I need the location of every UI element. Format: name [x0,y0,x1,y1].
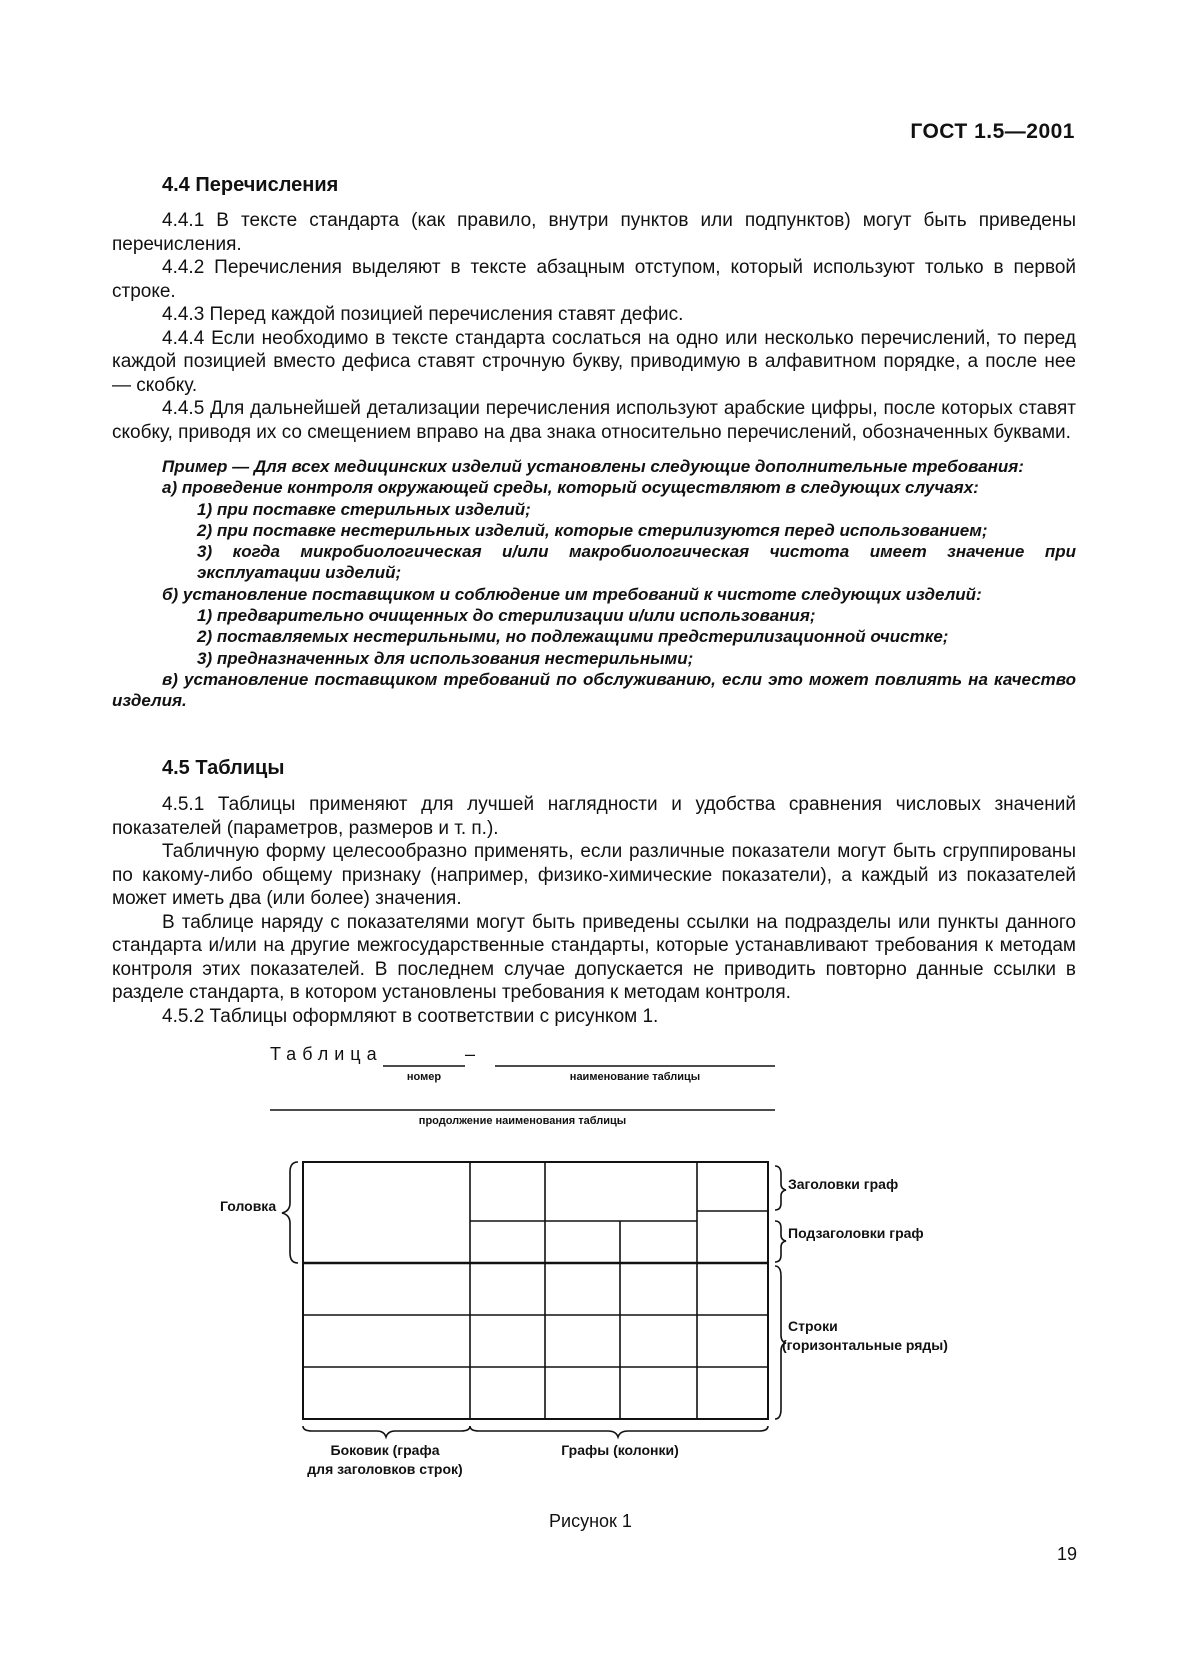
document-designation: ГОСТ 1.5—2001 [910,120,1075,143]
paragraph-4-4-5: 4.4.5 Для дальнейшей детализации перечисления используют арабские цифры, после которых ставят скобку, приводя их со смещением вправо на два знака относительно перечислений, обозначенных буквами. [112,398,1076,443]
example-item-b-2: 2) поставляемых нестерильными, но подлежащими предстерилизационной очистке; [197,627,949,647]
figure-rows-label: Строки [788,1318,838,1334]
figure-columns-label: Графы (колонки) [561,1442,679,1458]
rows-brace [775,1266,786,1419]
paragraph-4-4-1: 4.4.1 В тексте стандарта (как правило, внутри пунктов или подпунктов) могут быть приведены перечисления. [112,210,1076,255]
example-item-b-1: 1) предварительно очищенных до стерилизации и/или использования; [197,606,816,626]
figure-continuation-label: продолжение наименования таблицы [418,1115,627,1127]
figure-column-subheaders-label: Подзаголовки граф [788,1225,924,1241]
figure-dash: – [465,1044,476,1064]
paragraph-4-4-3: 4.4.3 Перед каждой позицией перечисления ставят дефис. [162,304,684,325]
figure-stub-label: Боковик (графа [330,1442,440,1458]
figure-head-label: Головка [220,1198,277,1214]
figure-column-headers-label: Заголовки граф [788,1176,899,1192]
figure-name-label: наименование таблицы [569,1071,701,1083]
paragraph-table-references: В таблице наряду с показателями могут быть приведены ссылки на подразделы или пункты данного стандарта и/или на другие межгосударственные стандарты, которые устанавливают требования к методам контроля этих показателей. В последнем случае допускается не приводить повторно данные ссылки в разделе стандарта, в котором установлены требования к методам контроля. [112,911,1076,1003]
head-brace [282,1162,298,1263]
example-item-b: б) установление поставщиком и соблюдение им требований к чистоте следующих изделий: [162,584,982,604]
example-item-a-2: 2) при поставке нестерильных изделий, которые стерилизуются перед использованием; [197,520,988,540]
example-item-a: а) проведение контроля окружающей среды, который осуществляют в следующих случаях: [162,478,979,498]
columns-brace [470,1426,768,1437]
column-headers-brace [775,1166,786,1210]
example-item-a-1: 1) при поставке стерильных изделий; [197,499,531,519]
stub-brace [303,1426,470,1437]
section-heading-4-5: 4.5 Таблицы [162,757,285,779]
paragraph-4-5-1: 4.5.1 Таблицы применяют для лучшей наглядности и удобства сравнения числовых значений показателей (параметров, размеров и т. п.). [112,794,1076,839]
subheaders-brace [775,1221,786,1262]
example-item-b-3: 3) предназначенных для использования нестерильными; [197,648,694,668]
example-item-a-3: 3) когда микробиологическая и/или макробиологическая чистота имеет значение при эксплуатации изделий; [197,542,1076,583]
figure-table-word: Таблица [270,1044,383,1064]
example-intro: Пример — Для всех медицинских изделий установлены следующие дополнительные требования: [162,457,1024,476]
figure-number-label: номер [406,1071,442,1083]
section-heading-4-4: 4.4 Перечисления [162,174,339,196]
paragraph-4-4-4: 4.4.4 Если необходимо в тексте стандарта сослаться на одно или несколько перечислений, то перед каждой позицией вместо дефиса ставят строчную букву, приводимую в алфавитном порядке, а после нее — скобку. [112,327,1076,396]
table-outline [303,1162,768,1419]
figure-stub-sublabel: для заголовков строк) [307,1461,463,1477]
paragraph-table-form: Табличную форму целесообразно применять, если различные показатели могут быть сгруппированы по какому-либо общему признаку (например, физико-химические показатели), а каждый из показателей может иметь два (или более) значения. [112,841,1076,909]
paragraph-4-5-2: 4.5.2 Таблицы оформляют в соответствии с рисунком 1. [162,1005,659,1027]
page-number: 19 [1056,1544,1077,1564]
paragraph-4-4-2: 4.4.2 Перечисления выделяют в тексте абзацным отступом, который используют только в первой строке. [112,257,1076,302]
example-item-c: в) установление поставщиком требований по обслуживанию, если это может повлиять на качество изделия. [112,669,1076,711]
figure-rows-sublabel: (горизонтальные ряды) [782,1337,948,1353]
figure-caption: Рисунок 1 [549,1511,632,1531]
